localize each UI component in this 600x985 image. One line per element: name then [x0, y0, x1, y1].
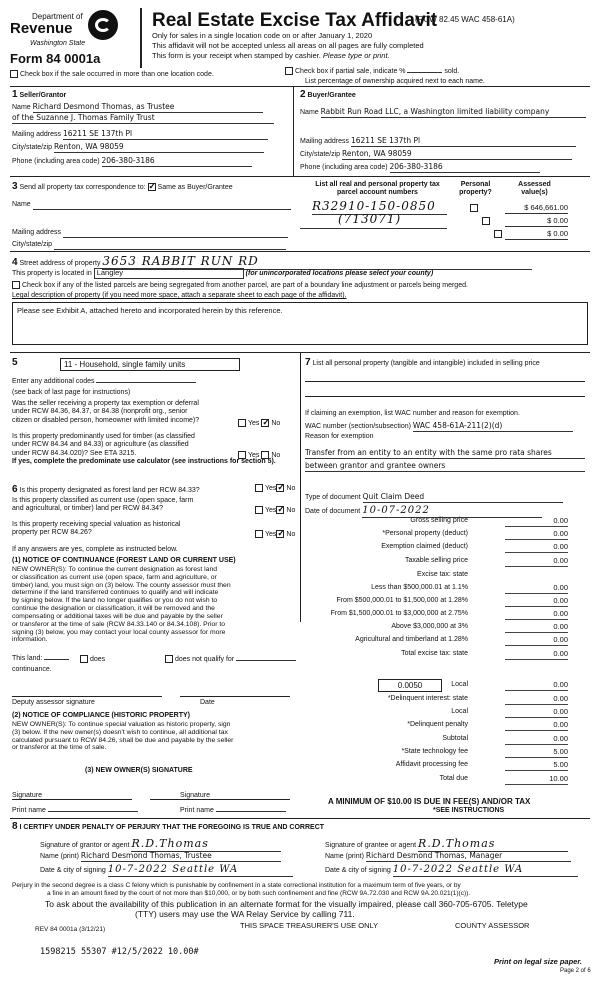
dept-label: Department of — [32, 12, 83, 21]
owner-print-2: Print name — [180, 807, 286, 815]
calc-label: Excise tax: state — [417, 571, 468, 578]
deputy-signature: Deputy assessor signature — [12, 699, 95, 706]
calc-label: Total due — [439, 775, 468, 782]
calc-label: Above $3,000,000 at 3% — [391, 623, 468, 630]
form-number: Form 84 0001a — [10, 51, 101, 66]
this-land: This land: — [12, 655, 69, 663]
reason-line-2: between grantor and grantee owners — [305, 462, 585, 472]
calc-label: From $500,000.01 to $1,500,000 at 1.28% — [336, 597, 468, 604]
rcw-ref: (RCW 82.45 WAC 458-61A) — [415, 15, 515, 24]
calc-value: 10.00 — [505, 775, 568, 785]
buyer-phone: Phone (including area code) 206-380-3186 — [300, 163, 540, 173]
continuance: continuance. — [12, 666, 52, 673]
calc-value: 0.00 — [505, 681, 568, 691]
calc-value: 0.00 — [505, 623, 568, 633]
grantor-name: Name (print) Richard Desmond Thomas, Trustee — [40, 852, 281, 862]
calc-label: Local — [451, 708, 468, 715]
assessed-value-2: $ 0.00 — [505, 217, 568, 227]
calc-value: 0.00 — [505, 636, 568, 646]
property-street: 4 Street address of property 3653 RABBIT RUN RD — [12, 255, 532, 270]
form-title: Real Estate Excise Tax Affidavit — [152, 10, 438, 31]
paper-size: Print on legal size paper. — [494, 957, 582, 966]
correspondence-mail: Mailing address — [12, 228, 288, 238]
correspondence-name: Name — [12, 200, 291, 210]
notice1-body: NEW OWNER(S): To continue the current designation as forest land or classification as current use (open space, farm and agriculture, or timber) land, you must sign on (3) below. The county assessor must then determine if the land transferred continues to qualify and will indicate by signing below. If the land no longer qualifies or you do not wish to continue the designation or classification, it will be removed and the compensating or additional taxes will be due and payable by the seller or transferor at the time of sale (RCW 84.33.140 or 84.34.108). Prior to signing (3) below, you may contact your local county assessor for more information. — [12, 566, 231, 644]
parcel-number-2: (713071) — [338, 212, 402, 226]
local-rate-box[interactable]: 0.0050 — [378, 679, 442, 692]
reason-label: Reason for exemption — [305, 433, 374, 440]
personal-checkbox-2[interactable] — [482, 217, 490, 225]
treasurer-space: THIS SPACE TREASURER'S USE ONLY — [240, 921, 379, 930]
calc-label: Gross selling price — [410, 517, 468, 524]
seller-heading: 1 Seller/Grantor — [12, 89, 67, 100]
header-line1: Only for sales in a single location code on or after January 1, 2020 — [152, 31, 373, 40]
personal-col-header: Personal property? — [459, 181, 492, 197]
grantee-date: Date & city of signing 10-7-2022 Seattle WA — [325, 864, 578, 877]
header-line3: This form is your receipt when stamped by cashier. Please type or print. — [152, 51, 390, 60]
s5-q2: Is this property predominantly used for timber (as classified under RCW 84.34 and 84.33) or agriculture (as classified under RCW 84.34.020)? See ETA 3215. If yes, complete the predominate use calculator (see instructions for section 5). — [12, 433, 276, 466]
seller-city: City/state/zip Renton, WA 98059 — [12, 143, 264, 153]
revenue-logo-text: Revenue — [10, 20, 73, 37]
s5-q1-answer[interactable]: Yes ✓ No — [238, 419, 280, 428]
notice1-title: (1) NOTICE OF CONTINUANCE (FOREST LAND OR CURRENT USE) — [12, 557, 236, 564]
correspondence-city: City/state/zip — [12, 240, 286, 250]
calc-value: 0.00 — [505, 584, 568, 594]
personal-checkbox-3[interactable] — [494, 230, 502, 238]
calc-value: 0.00 — [505, 530, 568, 540]
seller-mail: Mailing address 16211 SE 137th Pl — [12, 130, 268, 140]
exemption-label: If claiming an exemption, list WAC number and reason for exemption. — [305, 410, 520, 417]
calc-value: 0.00 — [505, 610, 568, 620]
city-select[interactable]: Langley — [94, 268, 244, 279]
perjury-notice: Perjury in the second degree is a class C felony which is punishable by confinement in a state correctional institution for a maximum term of five years, or by a fine in an amount fixed by the court of not more than $10,000, or by both such confinement and fine (RCW 9A.72.030 and RCW 9A.20.021(1)(c)). — [12, 882, 471, 897]
calc-label: Total excise tax: state — [401, 650, 468, 657]
deputy-date: Date — [200, 699, 215, 706]
property-location: This property is located in Langley (for unincorporated locations please select your county) — [12, 268, 434, 277]
calc-value: 0.00 — [505, 517, 568, 527]
multi-location-checkbox[interactable]: Check box if the sale occurred in more than one location code. — [10, 70, 214, 79]
does-checkbox[interactable]: does — [80, 655, 105, 664]
calc-value: 5.00 — [505, 761, 568, 771]
calc-value: 0.00 — [505, 708, 568, 718]
seller-name-2: of the Suzanne J. Thomas Family Trust — [12, 114, 274, 124]
s6-q1-answer[interactable]: Yes✓ No — [255, 484, 295, 493]
partial-sale-checkbox[interactable]: Check box if partial sale, indicate % sold. — [285, 67, 459, 76]
additional-codes: Enter any additional codes — [12, 378, 196, 386]
s6-q3-answer[interactable]: Yes✓ No — [255, 530, 295, 539]
calc-label: Affidavit processing fee — [395, 761, 468, 768]
calc-label: Local — [451, 681, 468, 688]
see-back: (see back of last page for instructions) — [12, 389, 131, 396]
reason-line-1: Transfer from an entity to an entity with the same pro rata shares — [305, 449, 585, 459]
calc-value: 0.00 — [505, 650, 568, 660]
document-date: Date of document 10-07-2022 — [305, 505, 542, 518]
notice3-title: (3) NEW OWNER(S) SIGNATURE — [85, 767, 193, 774]
does-not-checkbox[interactable]: does not qualify for — [165, 655, 296, 664]
owner-print-1: Print name — [12, 807, 138, 815]
same-as-buyer-checkbox[interactable] — [148, 183, 156, 191]
recording-stamp: 1598215 55307 #12/5/2022 10.00# — [40, 947, 199, 957]
assessed-value-3: $ 0.00 — [505, 230, 568, 240]
list-percentage: List percentage of ownership acquired next to each name. — [305, 78, 485, 85]
calc-label: *Delinquent penalty — [407, 721, 468, 728]
see-instructions: *SEE INSTRUCTIONS — [433, 807, 505, 814]
calc-label: *Delinquent interest: state — [387, 695, 468, 702]
calc-label: Taxable selling price — [404, 557, 468, 564]
calc-label: Less than $500,000.01 at 1.1% — [371, 584, 468, 591]
buyer-city: City/state/zip Renton, WA 98059 — [300, 150, 572, 160]
grantee-name: Name (print) Richard Desmond Thomas, Manager — [325, 852, 571, 862]
calc-label: *State technology fee — [401, 748, 468, 755]
buyer-mail: Mailing address 16211 SE 137th Pl — [300, 137, 576, 147]
grantee-signature: Signature of grantee or agent R.D.Thomas — [325, 838, 568, 852]
s6-q3: Is this property receiving special valuation as historical property per RCW 84.26? — [12, 521, 181, 537]
assessed-value-1: $ 646,661.00 — [505, 204, 568, 214]
notice2-title: (2) NOTICE OF COMPLIANCE (HISTORIC PROPERTY) — [12, 712, 190, 719]
calc-label: Subtotal — [442, 735, 468, 742]
owner-signature-1: Signature — [12, 792, 42, 799]
document-type: Type of document Quit Claim Deed — [305, 493, 563, 503]
buyer-heading: 2 Buyer/Grantee — [300, 89, 356, 100]
segregated-checkbox[interactable]: Check box if any of the listed parcels are being segregated from another parcel, are part of a boundary line adjustment or parcels being merged. — [12, 281, 468, 290]
legal-description-box: Please see Exhibit A, attached hereto and incorporated herein by this reference. — [12, 302, 588, 345]
calc-value: 0.00 — [505, 735, 568, 745]
grantor-signature: Signature of grantor or agent R.D.Thomas — [40, 838, 281, 852]
state-label: Washington State — [30, 40, 86, 47]
s6-q2-answer[interactable]: Yes✓ No — [255, 506, 295, 515]
header-line2: This affidavit will not be accepted unless all areas on all pages are fully completed — [152, 41, 424, 50]
grantor-date: Date & city of signing 10-7-2022 Seattle WA — [40, 864, 293, 877]
buyer-name: Name Rabbit Run Road LLC, a Washington limited liability company — [300, 108, 586, 118]
alt-format-notice: To ask about the availability of this publication in an alternate format for the visually impaired, please call 360-705-6705. Teletype (TTY) users may use the WA Relay Service by calling 711. — [45, 899, 528, 920]
owner-signature-2: Signature — [180, 792, 210, 799]
s5-q2-answer[interactable]: Yes No — [238, 451, 280, 460]
if-any-yes: If any answers are yes, complete as instructed below. — [12, 546, 178, 553]
parcel-col-header: List all real and personal property tax parcel account numbers — [315, 181, 440, 197]
page-number: Page 2 of 6 — [560, 968, 591, 974]
certify-heading: 8 I CERTIFY UNDER PENALTY OF PERJURY THAT THE FOREGOING IS TRUE AND CORRECT — [12, 821, 325, 832]
calc-label: *Personal property (deduct) — [382, 530, 468, 537]
calc-value: 0.00 — [505, 597, 568, 607]
s5-q1: Was the seller receiving a property tax exemption or deferral under RCW 84.36, 84.37, or 84.38 (nonprofit org., senior citizen or disabled person, homeowner with limited income)? — [12, 400, 200, 424]
assessed-col-header: Assessed value(s) — [518, 181, 551, 197]
legal-label: Legal description of property (if you need more space, attach a separate sheet to each page of the affidavit). — [12, 292, 347, 299]
calc-label: Exemption claimed (deduct) — [381, 543, 468, 550]
parcel-number-1: R32910-150-0850 — [312, 200, 447, 215]
correspondence-heading: 3 Send all property tax correspondence to: ✓ Same as Buyer/Grantee — [12, 181, 233, 193]
s6-q1: 6 Is this property designated as forest land per RCW 84.33? — [12, 484, 200, 495]
s7-heading: 7 List all personal property (tangible and intangible) included in selling price — [305, 357, 540, 368]
calc-value: 0.00 — [505, 543, 568, 553]
calc-label: Agricultural and timberland at 1.28% — [355, 636, 468, 643]
calc-value: 0.00 — [505, 695, 568, 705]
wac-number: WAC number (section/subsection) WAC 458-61A-211(2)(d) — [305, 422, 573, 432]
s6-q2: Is this property classified as current use (open space, farm and agricultural, or timber) land per RCW 84.34? — [12, 497, 194, 513]
county-assessor: COUNTY ASSESSOR — [455, 921, 530, 930]
calc-value: 0.00 — [505, 557, 568, 567]
s5-heading: 5 — [12, 357, 18, 368]
calc-value: 5.00 — [505, 748, 568, 758]
personal-checkbox-1[interactable] — [470, 204, 478, 212]
land-use-code[interactable]: 11 - Household, single family units — [60, 358, 240, 371]
minimum-due: A MINIMUM OF $10.00 IS DUE IN FEE(S) AND/OR TAX — [328, 797, 531, 806]
revenue-logo-icon — [88, 10, 118, 40]
notice2-body: NEW OWNER(S): To continue special valuation as historic property, sign (3) below. If the new owner(s) doesn't wish to continue, all additional tax calculated pursuant to RCW 84.26, shall be due and payable by the seller or transferor at the time of sale. — [12, 721, 234, 752]
calc-value: 0.00 — [505, 721, 568, 731]
seller-phone: Phone (including area code) 206-380-3186 — [12, 157, 252, 167]
revision: REV 84 0001a (3/12/21) — [35, 926, 106, 933]
seller-name: Name Richard Desmond Thomas, as Trustee — [12, 103, 263, 113]
calc-label: From $1,500,000.01 to $3,000,000 at 2.75% — [330, 610, 468, 617]
